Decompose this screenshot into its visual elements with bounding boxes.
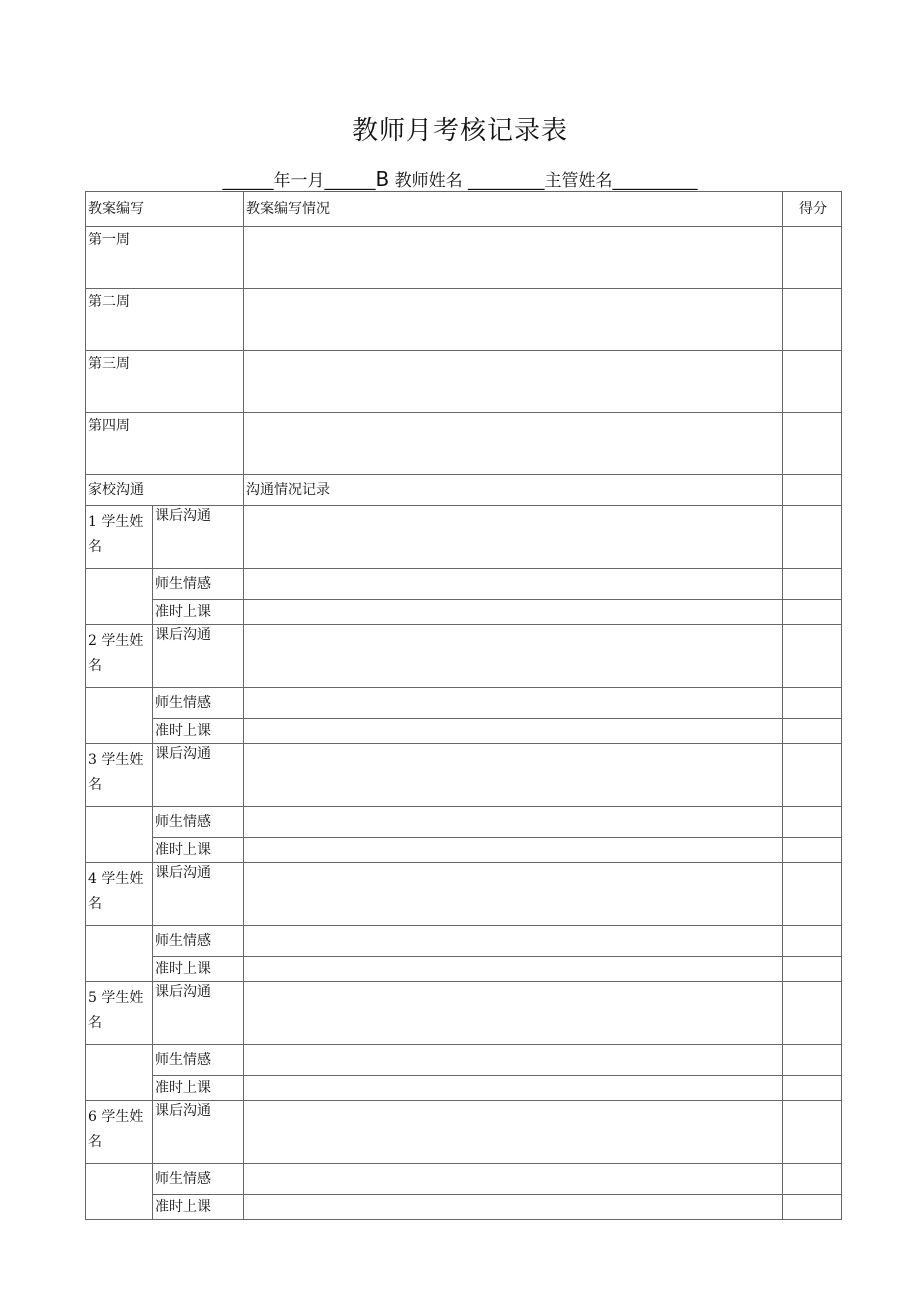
item-label: 师生情感	[153, 926, 244, 957]
year-label: 年一月	[273, 171, 325, 191]
item-label: 师生情感	[153, 807, 244, 838]
supervisor-name-label: 主管姓名	[544, 171, 613, 191]
week-row	[86, 227, 842, 289]
item-label: 准时上课	[153, 1195, 244, 1220]
item-label: 准时上课	[153, 600, 244, 625]
student-name-cell	[86, 863, 153, 926]
student-item-row	[86, 926, 842, 957]
form-header-line	[0, 166, 920, 191]
item-score-cell[interactable]	[783, 982, 842, 1045]
student-name-label: 3 学生姓名	[88, 752, 144, 793]
student-item-row	[86, 1195, 842, 1220]
teacher-name-label: 教师姓名	[394, 171, 463, 191]
student-name-cell	[86, 1101, 153, 1164]
week-label: 第二周	[88, 294, 130, 310]
item-record-cell[interactable]	[244, 625, 783, 688]
year-blank[interactable]: ______	[222, 171, 274, 191]
home-school-score-header	[783, 475, 842, 506]
week-label-cell	[86, 289, 244, 351]
week-label: 第三周	[88, 356, 130, 372]
supervisor-name-blank[interactable]: __________	[612, 171, 698, 191]
student-item-row	[86, 1101, 842, 1164]
week-status-cell[interactable]	[244, 413, 783, 475]
item-label: 师生情感	[153, 569, 244, 600]
student-name-label: 5 学生姓名	[88, 990, 144, 1031]
evaluation-table	[85, 191, 842, 1220]
student-item-row	[86, 569, 842, 600]
home-school-header: 家校沟通	[86, 475, 244, 506]
item-score-cell[interactable]	[783, 1195, 842, 1220]
week-score-cell[interactable]	[783, 413, 842, 475]
week-label-cell	[86, 413, 244, 475]
item-score-cell[interactable]	[783, 506, 842, 569]
week-row	[86, 351, 842, 413]
item-score-cell[interactable]	[783, 1101, 842, 1164]
item-score-cell[interactable]	[783, 600, 842, 625]
item-record-cell[interactable]	[244, 1045, 783, 1076]
student-blank-cell	[86, 807, 153, 863]
item-score-cell[interactable]	[783, 1076, 842, 1101]
student-item-row	[86, 600, 842, 625]
item-label: 准时上课	[153, 719, 244, 744]
student-item-row	[86, 838, 842, 863]
item-record-cell[interactable]	[244, 863, 783, 926]
item-label: 课后沟通	[153, 506, 244, 569]
week-score-cell[interactable]	[783, 351, 842, 413]
item-label: 课后沟通	[153, 1101, 244, 1164]
week-label: 第一周	[88, 232, 130, 248]
item-label: 师生情感	[153, 1164, 244, 1195]
student-blank-cell	[86, 926, 153, 982]
item-score-cell[interactable]	[783, 863, 842, 926]
score-header: 得分	[783, 192, 842, 227]
item-record-cell[interactable]	[244, 744, 783, 807]
item-score-cell[interactable]	[783, 688, 842, 719]
item-label: 准时上课	[153, 1076, 244, 1101]
student-item-row	[86, 744, 842, 807]
student-item-row	[86, 1045, 842, 1076]
item-record-cell[interactable]	[244, 957, 783, 982]
week-row	[86, 413, 842, 475]
item-record-cell[interactable]	[244, 719, 783, 744]
item-label: 课后沟通	[153, 863, 244, 926]
week-score-cell[interactable]	[783, 227, 842, 289]
item-record-cell[interactable]	[244, 688, 783, 719]
week-label: 第四周	[88, 418, 130, 434]
student-blank-cell	[86, 688, 153, 744]
week-status-cell[interactable]	[244, 351, 783, 413]
item-score-cell[interactable]	[783, 1045, 842, 1076]
week-status-cell[interactable]	[244, 289, 783, 351]
week-status-cell[interactable]	[244, 227, 783, 289]
item-label: 师生情感	[153, 688, 244, 719]
item-score-cell[interactable]	[783, 957, 842, 982]
week-score-cell[interactable]	[783, 289, 842, 351]
student-blank-cell	[86, 1045, 153, 1101]
item-label: 师生情感	[153, 1045, 244, 1076]
week-row	[86, 289, 842, 351]
item-score-cell[interactable]	[783, 744, 842, 807]
student-item-row	[86, 957, 842, 982]
student-item-row	[86, 506, 842, 569]
item-score-cell[interactable]	[783, 1164, 842, 1195]
item-record-cell[interactable]	[244, 982, 783, 1045]
item-score-cell[interactable]	[783, 625, 842, 688]
item-record-cell[interactable]	[244, 1164, 783, 1195]
student-name-cell	[86, 506, 153, 569]
item-label: 课后沟通	[153, 625, 244, 688]
student-item-row	[86, 807, 842, 838]
item-record-cell[interactable]	[244, 838, 783, 863]
item-record-cell[interactable]	[244, 569, 783, 600]
home-school-header-row	[86, 475, 842, 506]
student-name-cell	[86, 744, 153, 807]
student-name-cell	[86, 625, 153, 688]
item-score-cell[interactable]	[783, 569, 842, 600]
student-item-row	[86, 1164, 842, 1195]
student-name-cell	[86, 982, 153, 1045]
student-name-label: 6 学生姓名	[88, 1109, 144, 1150]
b-label: B	[375, 167, 390, 191]
page-title: 教师月考核记录表	[351, 116, 568, 146]
student-item-row	[86, 719, 842, 744]
lesson-plan-status-header: 教案编写情况	[244, 192, 783, 227]
student-name-label: 2 学生姓名	[88, 633, 144, 674]
item-label: 准时上课	[153, 957, 244, 982]
week-label-cell	[86, 351, 244, 413]
student-item-row	[86, 863, 842, 926]
student-blank-cell	[86, 1164, 153, 1220]
item-score-cell[interactable]	[783, 719, 842, 744]
item-record-cell[interactable]	[244, 600, 783, 625]
item-record-cell[interactable]	[244, 1195, 783, 1220]
student-item-row	[86, 625, 842, 688]
item-label: 课后沟通	[153, 744, 244, 807]
student-item-row	[86, 982, 842, 1045]
lesson-plan-header: 教案编写	[86, 192, 244, 227]
teacher-name-blank[interactable]: _________	[468, 171, 545, 191]
item-score-cell[interactable]	[783, 838, 842, 863]
item-label: 课后沟通	[153, 982, 244, 1045]
communication-record-header: 沟通情况记录	[244, 475, 783, 506]
item-record-cell[interactable]	[244, 506, 783, 569]
lesson-plan-header-row	[86, 192, 842, 227]
week-label-cell	[86, 227, 244, 289]
student-name-label: 1 学生姓名	[88, 514, 144, 555]
student-item-row	[86, 1076, 842, 1101]
item-record-cell[interactable]	[244, 1101, 783, 1164]
month-blank[interactable]: ______	[324, 171, 376, 191]
item-label: 准时上课	[153, 838, 244, 863]
item-score-cell[interactable]	[783, 807, 842, 838]
item-score-cell[interactable]	[783, 926, 842, 957]
student-blank-cell	[86, 569, 153, 625]
item-record-cell[interactable]	[244, 807, 783, 838]
item-record-cell[interactable]	[244, 1076, 783, 1101]
student-item-row	[86, 688, 842, 719]
item-record-cell[interactable]	[244, 926, 783, 957]
student-name-label: 4 学生姓名	[88, 871, 144, 912]
